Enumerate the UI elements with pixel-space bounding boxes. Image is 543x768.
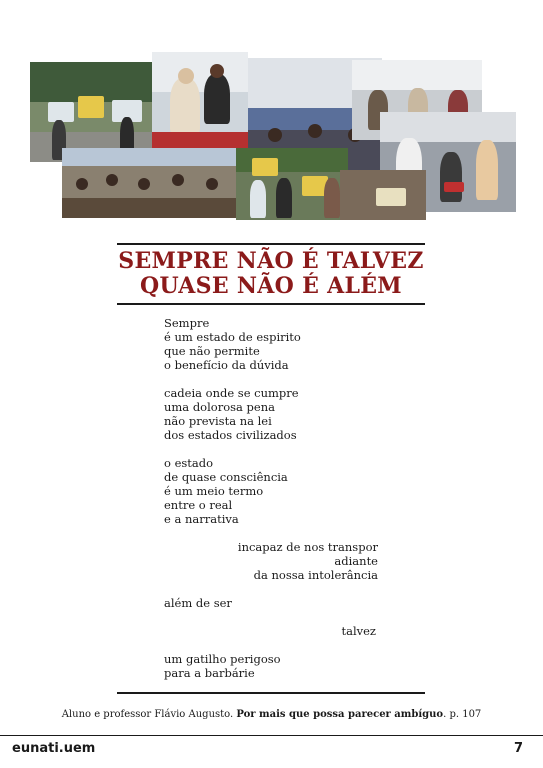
poem-line: cadeia onde se cumpre [164,386,299,400]
stanza [164,540,384,582]
photo-protest-outdoor [30,62,170,162]
poem-line: é um estado de espirito [164,330,301,344]
poem-line: incapaz de nos transpor [237,540,378,554]
poem-line: para a barbárie [164,666,255,680]
poem-line: da nossa intolerância [253,568,378,582]
footer-rule [0,735,543,736]
poem-body [164,316,384,694]
poem-line: entre o real [164,498,233,512]
citation-author: Aluno e professor Flávio Augusto. [61,709,234,720]
poem-bottom-rule [117,692,425,694]
citation-page: . p. 107 [443,709,482,720]
poem-line: que não permite [164,344,260,358]
eunati-logo: eunati.uem [12,741,96,756]
page-number: 7 [513,741,523,756]
title-bottom-rule [117,303,425,305]
citation [0,709,543,720]
stanza [164,456,384,526]
citation-book-title: Por mais que possa parecer ambíguo [236,709,444,720]
title-line-2: QUASE NÃO É ALÉM [140,273,402,299]
title-line-1: SEMPRE NÃO É TALVEZ [118,248,424,274]
poem-line: um gatilho perigoso [164,652,281,666]
poem-title [117,245,425,303]
title-block [117,243,425,305]
photo-collage [30,52,516,220]
poem-line: Sempre [164,316,210,330]
poem-line: talvez [341,624,376,638]
poem-line: o estado [164,456,214,470]
stanza [164,316,384,372]
photo-desk-detail [340,170,426,220]
poem-line: não prevista na lei [164,414,272,428]
photo-auditorium [62,148,240,218]
stanza [164,386,384,442]
poem-line: adiante [334,554,378,568]
poem-line: além de ser [164,596,232,610]
poem-line: o benefício da dúvida [164,358,289,372]
poem-line: de quase consciência [164,470,288,484]
photo-cpr-training [152,52,248,148]
stanza [164,596,384,610]
poem-line: dos estados civilizados [164,428,297,442]
stanza [164,652,384,680]
poem-line: e a narrativa [164,512,239,526]
stanza [164,624,384,638]
photo-group-signs [236,148,348,220]
poem-line: é um meio termo [164,484,264,498]
poem-line: uma dolorosa pena [164,400,275,414]
